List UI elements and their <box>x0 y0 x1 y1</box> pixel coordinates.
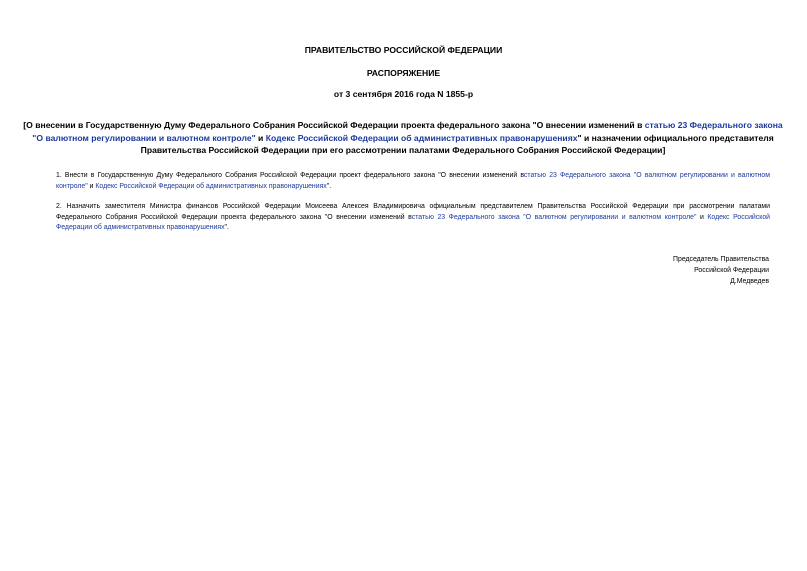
title-link-koap[interactable]: Кодекс Российской Федерации об административных правонарушениях <box>265 132 578 143</box>
paragraph-1-link-article-23[interactable]: статью 23 Федерального закона "О валютном регулировании и валютном контроле" <box>56 172 770 190</box>
paragraph-1-text-3: ". <box>326 182 332 190</box>
signature-position: Председатель Правительства <box>673 256 769 263</box>
paragraph-2-link-koap[interactable]: Кодекс Российской Федерации об административных правонарушениях <box>56 213 770 232</box>
issuing-authority: ПРАВИТЕЛЬСТВО РОССИЙСКОЙ ФЕДЕРАЦИИ <box>304 45 503 55</box>
paragraph-2-text-3: ". <box>224 224 229 232</box>
paragraph-2-link-article-23[interactable]: статью 23 Федерального закона "О валютном регулировании и валютном контроле" <box>411 213 697 221</box>
document-title <box>22 119 784 157</box>
title-link-article-23[interactable]: статью 23 Федерального закона "О валютном регулировании и валютном контроле" <box>32 120 783 143</box>
paragraph-1-text-1: 1. Внести в Государственную Думу Федерального Собрания Российской Федерации проект федерального закона "О внесении изменений в <box>56 172 524 179</box>
paragraph-1 <box>56 171 770 192</box>
title-text-2: и <box>255 132 266 143</box>
paragraph-2 <box>56 202 770 234</box>
signature-block <box>529 254 769 287</box>
document-date-number: от 3 сентября 2016 года N 1855-р <box>333 89 474 99</box>
title-text-3: " и назначении официального представителя Правительства Российской Федерации при его рассмотрении палатами Федерального Собрания Российской Федерации] <box>140 132 774 155</box>
document-type: РАСПОРЯЖЕНИЕ <box>366 68 441 78</box>
signature-organization: Российской Федерации <box>694 267 769 274</box>
signature-name: Д.Медведев <box>730 278 769 285</box>
paragraph-2-text-2: и <box>696 213 708 221</box>
title-text-1: [О внесении в Государственную Думу Федерального Собрания Российской Федерации проекта федерального закона "О внесении изменений в <box>23 120 645 130</box>
paragraph-2-text-1: 2. Назначить заместителя Министра финансов Российской Федерации Моисеева Алексея Владимировича официальным представителем Правительства Российской Федерации при рассмотрении палатами Федерального Собрания Российской Федерации проекта федерального закона "О внесении изменений в <box>56 203 770 221</box>
paragraph-1-text-2: и <box>87 182 96 190</box>
paragraph-1-link-koap[interactable]: Кодекс Российской Федерации об административных правонарушениях <box>95 182 327 190</box>
